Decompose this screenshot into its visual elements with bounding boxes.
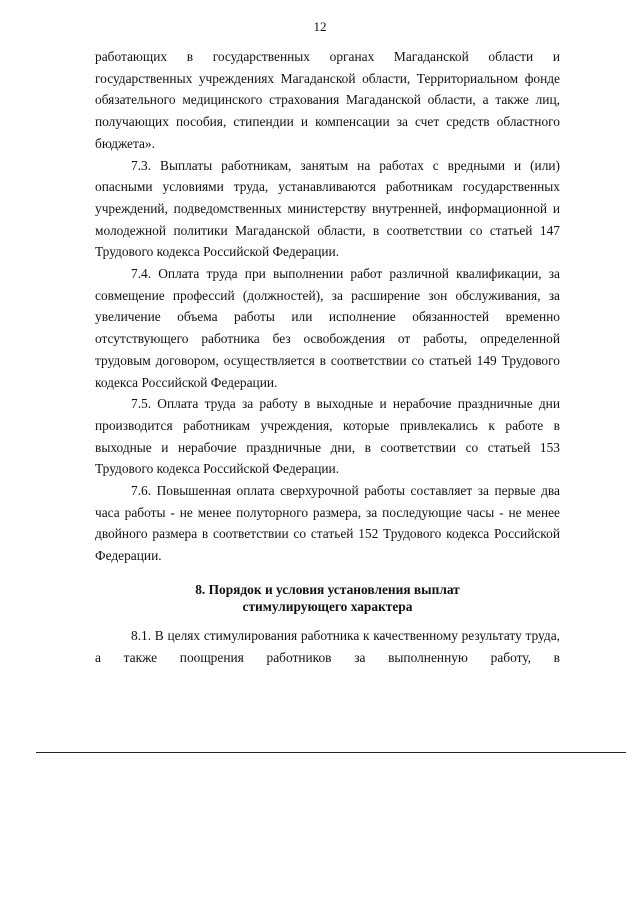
footer-divider — [36, 752, 626, 753]
paragraph-7-6: 7.6. Повышенная оплата сверхурочной работы составляет за первые два часа работы - не менее полуторного размера, за последующие часы - не менее двойного размера в соответствии со статьей 152 Трудового кодекса Российской Федерации. — [95, 483, 560, 564]
paragraph-7-5: 7.5. Оплата труда за работу в выходные и нерабочие праздничные дни производится работникам учреждения, которые привлекались к работе в выходные и нерабочие праздничные дни, в соответствии со статьей 153 Трудового кодекса Российской Федерации. — [95, 396, 560, 477]
paragraph-continuation: работающих в государственных органах Магаданской области и государственных учреждениях Магаданской области, Территориальном фонде обязательного медицинского страхования Магаданской области, а также лиц, получающих пособия, стипендии и компенсации за счет средств областного бюджета». — [95, 49, 560, 151]
section-heading-line-2: стимулирующего характера — [242, 598, 413, 614]
section-heading — [95, 581, 560, 615]
paragraph-8-1: 8.1. В целях стимулирования работника к качественному результату труда, а также поощрения работников за выполненную работу, в — [95, 627, 560, 665]
document-body — [95, 46, 560, 668]
paragraph-7-3: 7.3. Выплаты работникам, занятым на работах с вредными и (или) опасными условиями труда, устанавливаются работникам государственных учреждений, подведомственных министерству внутренней, информационной и молодежной политики Магаданской области, в соответствии со статьей 147 Трудового кодекса Российской Федерации. — [95, 157, 560, 260]
section-heading-line-1: 8. Порядок и условия установления выплат — [195, 581, 460, 597]
page-number: 12 — [313, 19, 327, 34]
paragraph-7-4: 7.4. Оплата труда при выполнении работ различной квалификации, за совмещение профессий (должностей), за расширение зон обслуживания, за увеличение объема работы или исполнение обязанностей временно отсутствующего работника без освобождения от работы, определенной трудовым договором, осуществляется в соответствии со статьей 149 Трудового кодекса Российской Федерации. — [95, 266, 560, 390]
